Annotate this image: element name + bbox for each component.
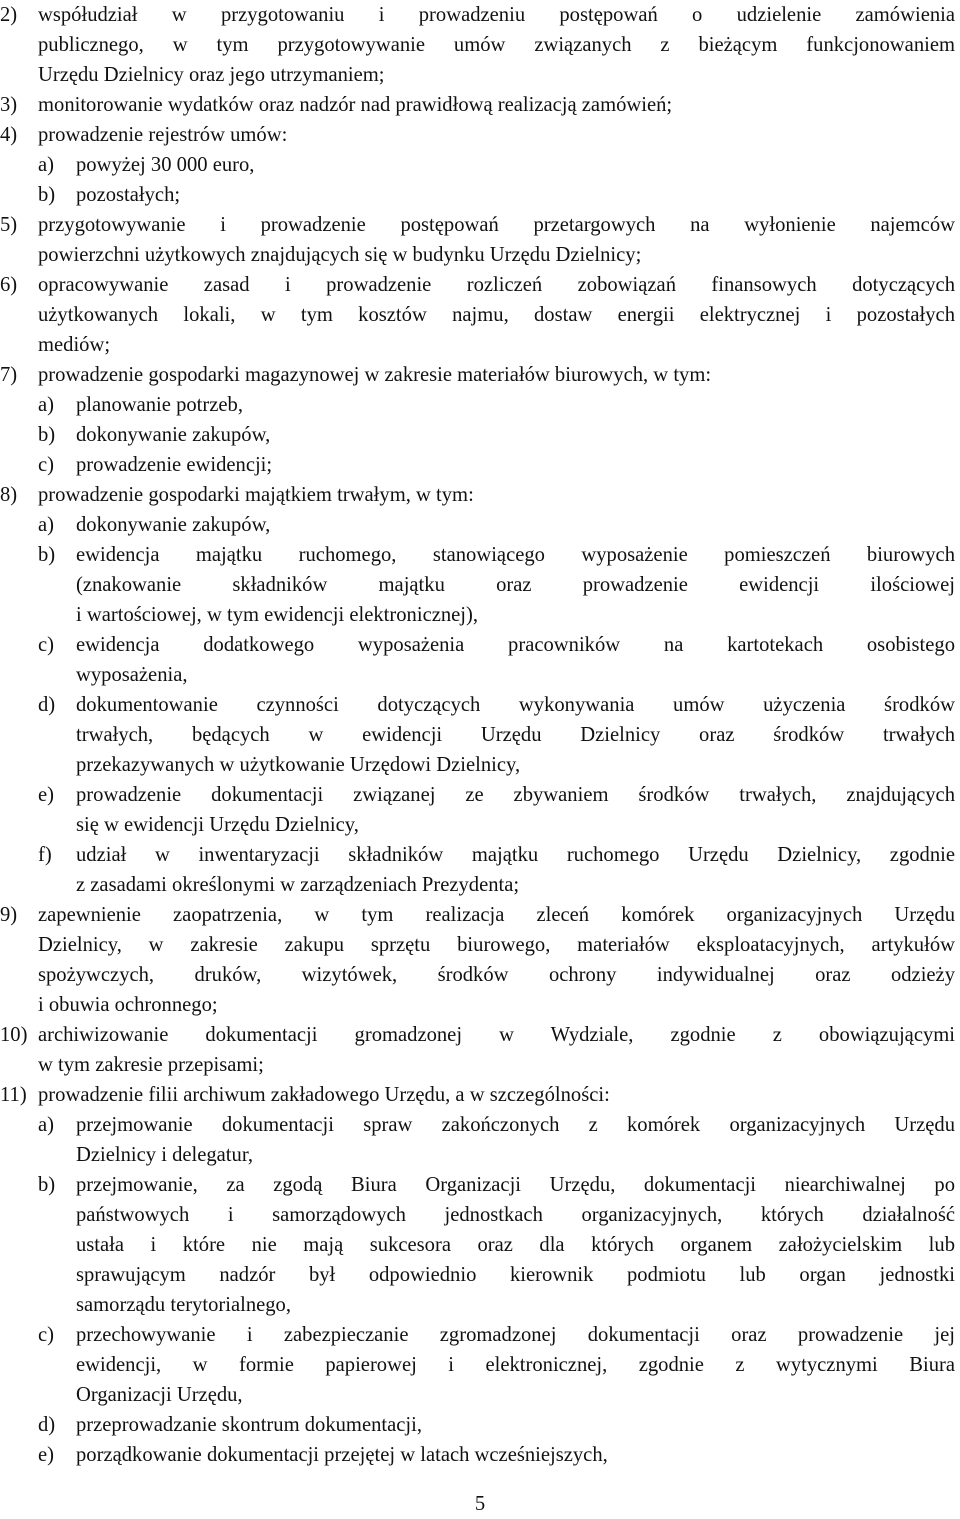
item-text-line: prowadzenie filii archiwum zakładowego Urzędu, a w szczególności: — [38, 1084, 610, 1106]
item-text-line: zapewnienie zaopatrzenia, w tym realizacja zleceń komórek organizacyjnych Urzędu — [38, 904, 955, 926]
subitem-text-line: przeprowadzanie skontrum dokumentacji, — [76, 1414, 422, 1436]
subitem-letter: b) — [38, 1174, 56, 1196]
subitem-text-line: ustała i które nie mają sukcesora oraz dla których organem założycielskim lub — [76, 1234, 955, 1256]
item-text-line: w tym zakresie przepisami; — [38, 1054, 264, 1076]
subitem-letter: a) — [38, 1114, 54, 1136]
subitem-letter: b) — [38, 424, 56, 446]
subitem-text-line: przejmowanie, za zgodą Biura Organizacji Urzędu, dokumentacji niearchiwalnej po — [76, 1174, 955, 1196]
item-text-line: prowadzenie gospodarki majątkiem trwałym, w tym: — [38, 484, 474, 506]
item-text-line: Urzędu Dzielnicy oraz jego utrzymaniem; — [38, 64, 385, 86]
subitem-text-line: przejmowanie dokumentacji spraw zakończonych z komórek organizacyjnych Urzędu — [76, 1114, 955, 1136]
subitem-text-line: się w ewidencji Urzędu Dzielnicy, — [76, 814, 359, 836]
subitem-letter: d) — [38, 694, 56, 716]
subitem-text-line: dokonywanie zakupów, — [76, 514, 271, 536]
subitem-letter: a) — [38, 154, 54, 176]
subitem-letter: a) — [38, 394, 54, 416]
subitem-text-line: prowadzenie dokumentacji związanej ze zbywaniem środków trwałych, znajdujących — [76, 784, 955, 806]
subitem-letter: e) — [38, 784, 54, 806]
subitem-text-line: (znakowanie składników majątku oraz prowadzenie ewidencji ilościowej — [76, 574, 955, 596]
item-text-line: spożywczych, druków, wizytówek, środków ochrony indywidualnej oraz odzieży — [38, 964, 955, 986]
item-text-line: i obuwia ochronnego; — [38, 994, 218, 1016]
item-text-line: archiwizowanie dokumentacji gromadzonej w Wydziale, zgodnie z obowiązującymi — [38, 1024, 955, 1046]
item-number: 9) — [0, 904, 18, 926]
subitem-text-line: przekazywanych w użytkowanie Urzędowi Dzielnicy, — [76, 754, 521, 776]
subitem-text-line: pozostałych; — [76, 184, 181, 206]
item-number: 5) — [0, 214, 18, 236]
subitem-letter: d) — [38, 1414, 56, 1436]
item-text-line: publicznego, w tym przygotowywanie umów związanych z bieżącym funkcjonowaniem — [38, 34, 955, 56]
item-text-line: prowadzenie gospodarki magazynowej w zakresie materiałów biurowych, w tym: — [38, 364, 712, 386]
subitem-text-line: przechowywanie i zabezpieczanie zgromadzonej dokumentacji oraz prowadzenie jej — [76, 1324, 955, 1346]
subitem-text-line: sprawującym nadzór był odpowiednio kierownik podmiotu lub organ jednostki — [76, 1264, 955, 1286]
subitem-letter: f) — [38, 844, 52, 866]
subitem-text-line: samorządu terytorialnego, — [76, 1294, 292, 1316]
subitem-text-line: i wartościowej, w tym ewidencji elektronicznej), — [76, 604, 479, 626]
item-text-line: użytkowanych lokali, w tym kosztów najmu, dostaw energii elektrycznej i pozostałych — [38, 304, 955, 326]
item-number: 7) — [0, 364, 18, 386]
subitem-text-line: planowanie potrzeb, — [76, 394, 243, 416]
item-text-line: mediów; — [38, 334, 111, 356]
page-number: 5 — [474, 1493, 486, 1515]
item-number: 3) — [0, 94, 18, 116]
subitem-text-line: dokonywanie zakupów, — [76, 424, 271, 446]
subitem-text-line: porządkowanie dokumentacji przejętej w latach wcześniejszych, — [76, 1444, 608, 1466]
subitem-text-line: wyposażenia, — [76, 664, 188, 686]
item-text-line: prowadzenie rejestrów umów: — [38, 124, 288, 146]
subitem-text-line: ewidencji, w formie papierowej i elektronicznej, zgodnie z wytycznymi Biura — [76, 1354, 955, 1376]
item-text-line: monitorowanie wydatków oraz nadzór nad prawidłową realizacją zamówień; — [38, 94, 673, 116]
item-text-line: opracowywanie zasad i prowadzenie rozliczeń zobowiązań finansowych dotyczących — [38, 274, 955, 296]
item-text-line: przygotowywanie i prowadzenie postępowań przetargowych na wyłonienie najemców — [38, 214, 955, 236]
subitem-letter: c) — [38, 634, 54, 656]
subitem-text-line: prowadzenie ewidencji; — [76, 454, 273, 476]
subitem-text-line: powyżej 30 000 euro, — [76, 154, 255, 176]
subitem-text-line: ewidencja majątku ruchomego, stanowiącego wyposażenie pomieszczeń biurowych — [76, 544, 955, 566]
subitem-letter: b) — [38, 544, 56, 566]
item-number: 4) — [0, 124, 18, 146]
subitem-letter: b) — [38, 184, 56, 206]
item-number: 8) — [0, 484, 18, 506]
subitem-text-line: z zasadami określonymi w zarządzeniach Prezydenta; — [76, 874, 520, 896]
subitem-text-line: udział w inwentaryzacji składników majątku ruchomego Urzędu Dzielnicy, zgodnie — [76, 844, 955, 866]
subitem-letter: c) — [38, 454, 54, 476]
subitem-text-line: trwałych, będących w ewidencji Urzędu Dzielnicy oraz środków trwałych — [76, 724, 955, 746]
subitem-letter: a) — [38, 514, 54, 536]
item-number: 11) — [0, 1084, 27, 1106]
item-number: 10) — [0, 1024, 28, 1046]
item-number: 2) — [0, 4, 18, 26]
subitem-letter: c) — [38, 1324, 54, 1346]
item-number: 6) — [0, 274, 18, 296]
item-text-line: Dzielnicy, w zakresie zakupu sprzętu biurowego, materiałów eksploatacyjnych, artykułów — [38, 934, 955, 956]
subitem-text-line: Dzielnicy i delegatur, — [76, 1144, 254, 1166]
subitem-text-line: dokumentowanie czynności dotyczących wykonywania umów użyczenia środków — [76, 694, 955, 716]
subitem-letter: e) — [38, 1444, 54, 1466]
subitem-text-line: Organizacji Urzędu, — [76, 1384, 243, 1406]
subitem-text-line: ewidencja dodatkowego wyposażenia pracowników na kartotekach osobistego — [76, 634, 955, 656]
subitem-text-line: państwowych i samorządowych jednostkach organizacyjnych, których działalność — [76, 1204, 955, 1226]
item-text-line: powierzchni użytkowych znajdujących się w budynku Urzędu Dzielnicy; — [38, 244, 642, 266]
item-text-line: współudział w przygotowaniu i prowadzeniu postępowań o udzielenie zamówienia — [38, 4, 955, 26]
